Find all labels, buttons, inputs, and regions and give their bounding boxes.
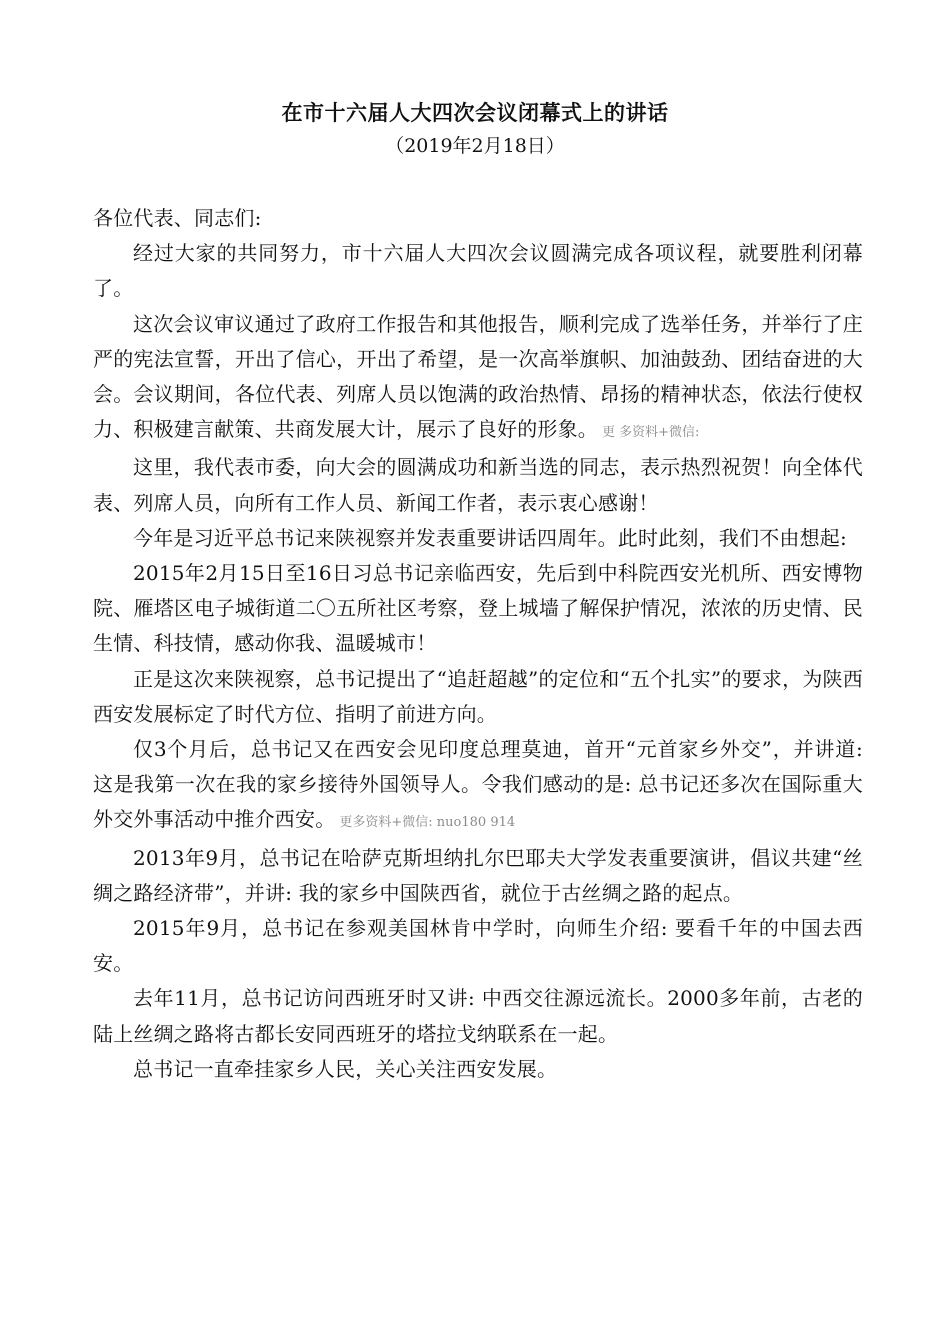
paragraph: [93, 841, 863, 911]
paragraph-text: 2015年2月15日至16日习总书记亲临西安，先后到中科院西安光机所、西安博物院、雁塔区电子城街道二〇五所社区考察，登上城墙了解保护情况，浓浓的历史情、民生情、科技情，感动你我、温暖城市！: [93, 561, 863, 656]
paragraph: [93, 556, 863, 662]
paragraph-text: 仅3个月后，总书记又在西安会见印度总理莫迪，首开“元首家乡外交”，并讲道: 这是我第一次在我的家乡接待外国领导人。令我们感动的是: 总书记还多次在国际重大外交外事活动中推介西安。: [93, 737, 863, 832]
paragraph-text: 正是这次来陕视察，总书记提出了“追赶超越”的定位和“五个扎实”的要求，为陕西西安发展标定了时代方位、指明了前进方向。: [93, 666, 863, 726]
paragraph-text: 经过大家的共同努力，市十六届人大四次会议圆满完成各项议程，就要胜利闭幕了。: [93, 241, 863, 301]
paragraph: [93, 1052, 863, 1087]
paragraph: [93, 307, 863, 451]
paragraph-text: 今年是习近平总书记来陕视察并发表重要讲话四周年。此时此刻，我们不由想起:: [133, 525, 847, 550]
paragraph-text: 去年11月，总书记访问西班牙时又讲: 中西交往源远流长。2000多年前，古老的陆上丝绸之路将古都长安同西班牙的塔拉戈纳联系在一起。: [93, 986, 863, 1046]
watermark-note: 更 多资料+微信:: [602, 425, 700, 441]
paragraph-text: 这次会议审议通过了政府工作报告和其他报告，顺利完成了选举任务，并举行了庄严的宪法宣誓，开出了信心，开出了希望，是一次高举旗帜、加油鼓劲、团结奋进的大会。会议期间，各位代表、列席人员以饱满的政治热情、昂扬的精神状态，依法行使权力、积极建言献策、共商发展大计，展示了良好的形象。: [93, 311, 863, 442]
watermark-note: 更多资料+微信: nuo180 914: [339, 815, 516, 831]
salutation: 各位代表、同志们:: [93, 206, 262, 230]
document-date: （2019年2月18日）: [385, 135, 565, 157]
paragraph: [93, 911, 863, 981]
paragraph: [93, 236, 863, 306]
paragraph: [93, 521, 863, 556]
paragraph: [93, 732, 863, 841]
paragraph-text: 这里，我代表市委，向大会的圆满成功和新当选的同志，表示热烈祝贺！向全体代表、列席人员，向所有工作人员、新闻工作者，表示衷心感谢！: [93, 455, 863, 515]
paragraph: [93, 981, 863, 1051]
document-title: 在市十六届人大四次会议闭幕式上的讲话: [281, 100, 669, 125]
paragraph-text: 2015年9月，总书记在参观美国林肯中学时，向师生介绍: 要看千年的中国去西安。: [93, 916, 863, 976]
paragraph: [93, 450, 863, 520]
document-body: [93, 201, 863, 1087]
paragraph: [93, 662, 863, 732]
paragraph-text: 总书记一直牵挂家乡人民，关心关注西安发展。: [133, 1056, 558, 1081]
paragraph-text: 2013年9月，总书记在哈萨克斯坦纳扎尔巴耶夫大学发表重要演讲，倡议共建“丝绸之路经济带”，并讲: 我的家乡中国陕西省，就位于古丝绸之路的起点。: [93, 845, 863, 905]
